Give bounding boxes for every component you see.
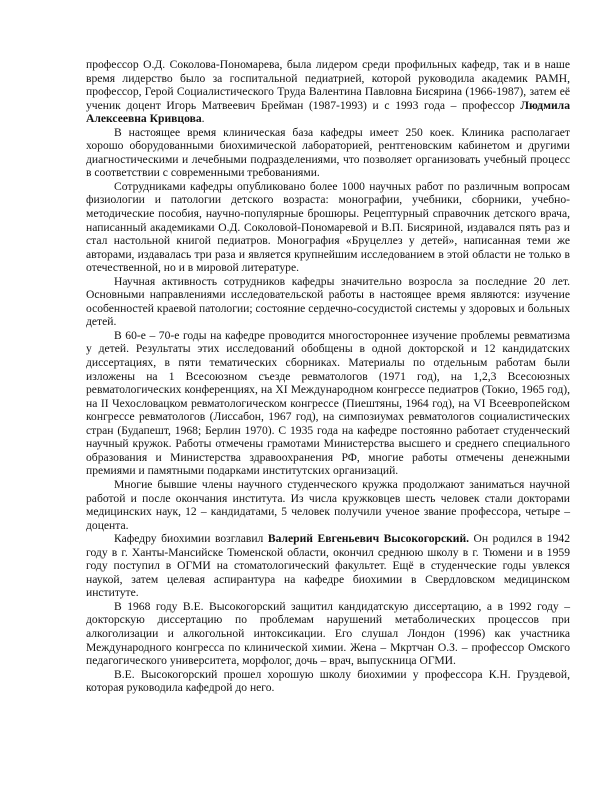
paragraph-7-bold-name: Валерий Евгеньевич Высокогорский. [267, 532, 470, 546]
paragraph-2: В настоящее время клиническая база кафедры имеет 250 коек. Клиника располагает хорошо оборудованными биохимической лабораторией, рентгеновским кабинетом и другими диагностическими и лечебными подразделениями, что позволяет организовать учебный процесс в соответствии с современными требованиями. [86, 125, 570, 180]
paragraph-7 [86, 532, 570, 600]
paragraph-7-text-after: Он родился в 1942 году в г. Ханты-Мансийске Тюменской области, окончил среднюю школу в г. Тюмени и в 1959 году поступил в ОГМИ на стоматологический факультет. Ещё в студенческие годы увлекся наукой, затем целевая аспирантура на кафедре биохимии в Свердловском медицинском институте. [86, 532, 570, 600]
paragraph-8: В 1968 году В.Е. Высокогорский защитил кандидатскую диссертацию, а в 1992 году – докторскую диссертацию по проблемам нарушений метаболических процессов при алкоголизации и алкогольной интоксикации. Его слушал Лондон (1996) как участника Международного конгресса по клинической химии. Жена – Мкртчан О.З. – профессор Омского педагогического университета, морфолог, дочь – врач, выпускница ОГМИ. [86, 599, 570, 668]
paragraph-1 [86, 58, 570, 126]
paragraph-5: В 60-е – 70-е годы на кафедре проводится многостороннее изучение проблемы ревматизма у детей. Результаты этих исследований обобщены в одной докторской и 12 кандидатских диссертациях, в пяти тематических сборниках. Материалы по отдельным работам были изложены на 1 Всесоюзном съезде ревматологов (1971 год), на 1,2,3 Всесоюзных ревматологических конференциях, на XI Международном конгрессе педиатров (Токио, 1965 год), на II Чехословацком ревматологическом конгрессе (Пиештяны, 1964 год), на VI Всеевропейском конгрессе ревматологов (Лиссабон, 1967 год), на симпозиумах ревматологов социалистических стран (Будапешт, 1968; Берлин 1970). С 1935 года на кафедре постоянно работает студенческий научный кружок. Работы отмечены грамотами Министерства высшего и среднего специального образования и Министерства здравоохранения РФ, многие работы отмечены денежными премиями и памятными подарками институтских организаций. [86, 328, 570, 478]
paragraph-6: Многие бывшие члены научного студенческого кружка продолжают заниматься научной работой и после окончания института. Из числа кружковцев шесть человек стали докторами медицинских наук, 12 – кандидатами, 5 человек получили ученое звание профессора, четыре – доцента. [86, 477, 570, 532]
paragraph-4: Научная активность сотрудников кафедры значительно возросла за последние 20 лет. Основными направлениями исследовательской работы в настоящее время являются: изучение особенностей краевой патологии; состояние сердечно-сосудистой системы у здоровых и больных детей. [86, 274, 570, 329]
paragraph-1-text-after: . [201, 112, 205, 126]
paragraph-7-text-before: Кафедру биохимии возглавил [114, 532, 268, 546]
paragraph-1-bold-name: Людмила Алексеевна Кривцова [86, 98, 570, 126]
paragraph-3: Сотрудниками кафедры опубликовано более 1000 научных работ по различным вопросам физиологии и патологии детского возраста: монографии, учебники, сборники, учебно-методические пособия, научно-популярные брошюры. Рецептурный справочник детского врача, написанный академиками О.Д. Соколовой-Пономаревой и В.П. Бисяриной, издавался пять раз и стал настольной книгой педиатров. Монография «Бруцеллез у детей», написанная теми же авторами, издавалась три раза и является крупнейшим исследованием в этой области не только в отечественной, но и в мировой литературе. [86, 179, 570, 275]
paragraph-9: В.Е. Высокогорский прошел хорошую школу биохимии у профессора К.Н. Груздевой, которая руководила кафедрой до него. [86, 667, 570, 695]
paragraph-1-text-before: профессор О.Д. Соколова-Пономарева, была лидером среди профильных кафедр, так и в наше время лидерство было за госпитальной педиатрией, которой руководила академик РАМН, профессор, Герой Социалистического Труда Валентина Павловна Бисярина (1966-1987), затем её ученик доцент Игорь Матвеевич Брейман (1987-1993) и с 1993 года – профессор [86, 58, 570, 112]
document-page [86, 58, 570, 695]
